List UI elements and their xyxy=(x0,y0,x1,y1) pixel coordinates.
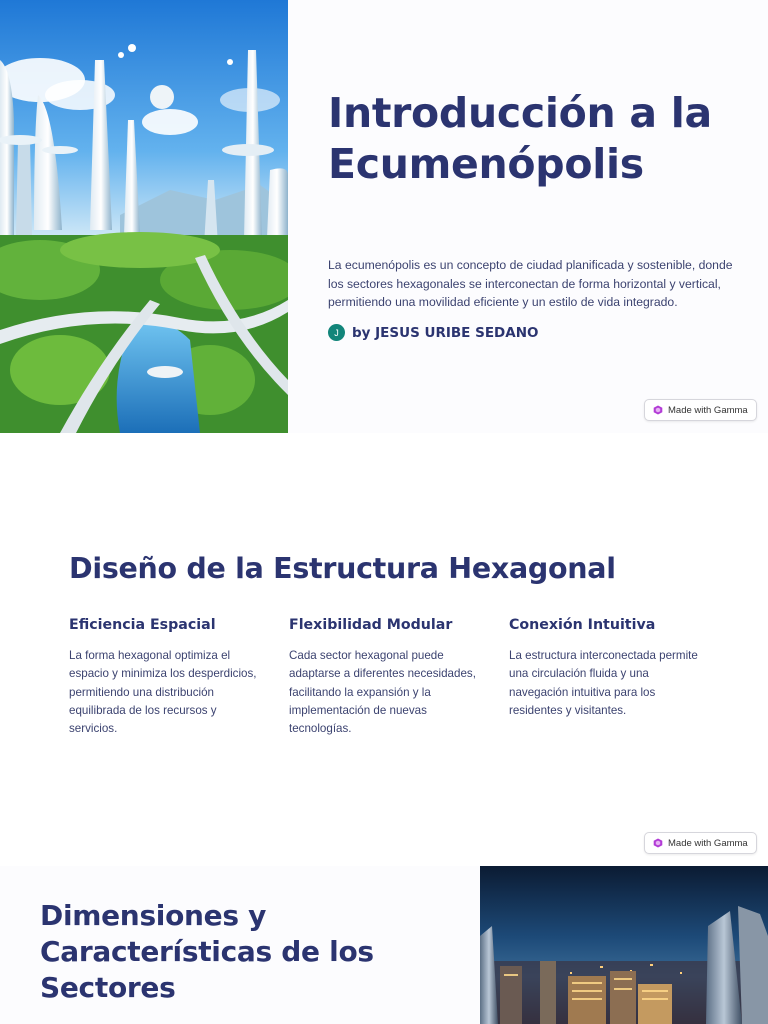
feature-column xyxy=(69,615,259,738)
feature-text: La estructura interconectada permite una circulación fluida y una navegación intuitiva para los residentes y visitantes. xyxy=(509,649,698,717)
slide3-title: Dimensiones y Características de los Sectores xyxy=(40,899,374,1004)
feature-heading: Conexión Intuitiva xyxy=(509,617,656,633)
gamma-logo-icon xyxy=(653,405,663,415)
night-city-image xyxy=(480,866,768,1024)
futuristic-city-image xyxy=(0,0,288,433)
feature-column xyxy=(289,615,479,738)
badge-label: Made with Gamma xyxy=(668,837,748,849)
slide-hexagonal-structure xyxy=(0,433,768,866)
slide-sector-dimensions xyxy=(0,866,768,1024)
slide1-description: La ecumenópolis es un concepto de ciudad planificada y sostenible, donde los sectores hexagonales se interconectan de forma horizontal y vertical, permitiendo una movilidad eficiente y un estilo de vida integrado. xyxy=(328,258,733,309)
feature-text: Cada sector hexagonal puede adaptarse a diferentes necesidades, facilitando la expansión y la implementación de nuevas tecnologías. xyxy=(289,649,476,736)
gamma-logo-icon xyxy=(653,838,663,848)
slide-intro xyxy=(0,0,768,433)
feature-heading: Eficiencia Espacial xyxy=(69,617,216,633)
author-avatar: J xyxy=(328,324,345,341)
feature-column xyxy=(509,615,699,720)
made-with-gamma-badge[interactable] xyxy=(644,399,757,421)
feature-heading: Flexibilidad Modular xyxy=(289,617,453,633)
author-name: by JESUS URIBE SEDANO xyxy=(352,324,539,341)
slide2-title: Diseño de la Estructura Hexagonal xyxy=(69,552,616,585)
made-with-gamma-badge[interactable] xyxy=(644,832,757,854)
badge-label: Made with Gamma xyxy=(668,404,748,416)
feature-text: La forma hexagonal optimiza el espacio y minimiza los desperdicios, permitiendo una distribución equilibrada de los recursos y servicios. xyxy=(69,649,257,736)
author-byline xyxy=(328,324,538,341)
slide1-title: Introducción a la Ecumenópolis xyxy=(328,89,712,188)
